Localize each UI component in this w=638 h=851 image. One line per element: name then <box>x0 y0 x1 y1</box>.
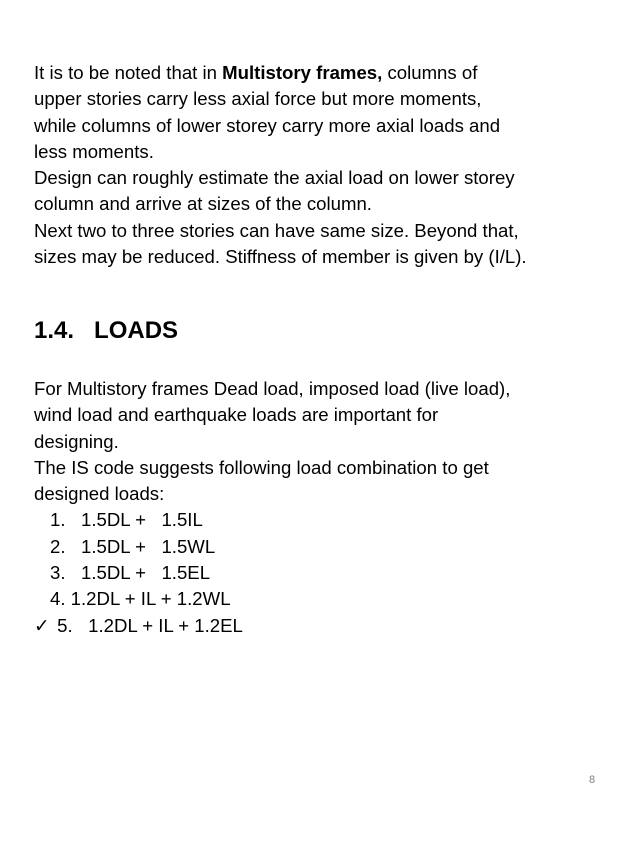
section-line: The IS code suggests following load combination to get <box>34 456 489 478</box>
page-number: 8 <box>589 774 596 786</box>
intro-line-1 <box>34 60 624 86</box>
intro-paragraph <box>34 60 624 270</box>
load-combination-item: 1. 1.5DL + 1.5IL <box>50 509 203 531</box>
section-line: designed loads: <box>34 483 165 505</box>
loads-section <box>34 376 624 639</box>
intro-line: upper stories carry less axial force but more moments, <box>34 88 482 110</box>
section-line: designing. <box>34 430 119 452</box>
intro-line1-rest: columns of <box>382 62 478 83</box>
section-heading: 1.4. LOADS <box>34 317 179 344</box>
intro-line: less moments. <box>34 140 154 162</box>
intro-line: sizes may be reduced. Stiffness of member is given by (I/L). <box>34 246 527 268</box>
load-combination-item: 4. 1.2DL + IL + 1.2WL <box>50 588 231 610</box>
checked-combination-label: 5. 1.2DL + IL + 1.2EL <box>57 614 243 636</box>
load-combination-item: 3. 1.5DL + 1.5EL <box>50 562 211 584</box>
section-line: For Multistory frames Dead load, imposed load (live load), <box>34 378 511 399</box>
intro-line: column and arrive at sizes of the column. <box>34 193 372 215</box>
load-combination-item-checked <box>34 613 624 639</box>
checkmark-icon: ✓ <box>34 614 50 636</box>
intro-bold-term: Multistory frames, <box>222 62 383 83</box>
intro-line: Design can roughly estimate the axial load on lower storey <box>34 167 515 189</box>
load-combination-list <box>34 507 624 638</box>
intro-line: while columns of lower storey carry more axial loads and <box>34 114 501 136</box>
intro-line: Next two to three stories can have same size. Beyond that, <box>34 219 519 241</box>
section-line: wind load and earthquake loads are important for <box>34 404 439 426</box>
intro-prefix: It is to be noted that in <box>34 62 223 83</box>
load-combination-item: 2. 1.5DL + 1.5WL <box>50 535 216 557</box>
